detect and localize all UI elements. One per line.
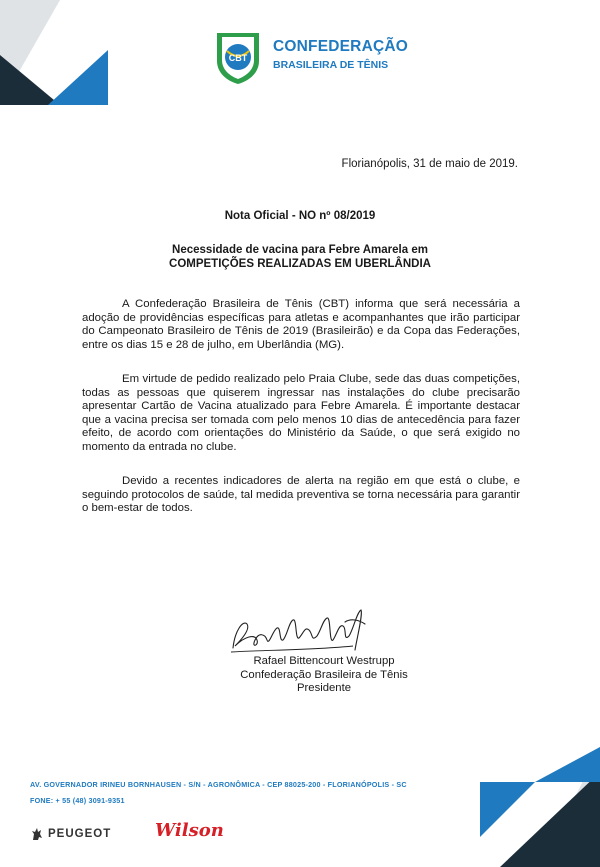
subject-line1: Necessidade de vacina para Febre Amarela em (172, 244, 428, 256)
handwritten-signature (225, 600, 375, 662)
sponsor-wilson: Wilson (155, 820, 224, 841)
peugeot-label: PEUGEOT (48, 828, 112, 840)
org-name-line2: BRASILEIRA DE TÊNIS (273, 59, 389, 71)
subject-line2: COMPETIÇÕES REALIZADAS EM UBERLÂNDIA (169, 257, 431, 270)
cbt-logo (213, 31, 413, 87)
footer-address: AV. GOVERNADOR IRINEU BORNHAUSEN - S/N - AGRONÔMICA - CEP 88025-200 - FLORIANÓPOLIS - SC (30, 780, 407, 789)
svg-text:CBT: CBT (228, 53, 248, 63)
place-date: Florianópolis, 31 de maio de 2019. (341, 158, 518, 170)
sponsor-peugeot (30, 826, 111, 842)
signer-role: Presidente (296, 682, 351, 695)
signer-block (0, 655, 600, 696)
nota-title: Nota Oficial - NO nº 08/2019 (224, 210, 376, 222)
signer-organization: Confederação Brasileira de Tênis (240, 668, 408, 681)
peugeot-lion-icon (30, 826, 44, 842)
footer-corner-decoration (480, 747, 600, 867)
subject (0, 244, 600, 271)
paragraph-1: A Confederação Brasileira de Tênis (CBT) informa que será necessária a adoção de providências específicas para atletas e acompanhantes que irão participar do Campeonato Brasileiro de Tênis de 2019 (Brasileirão) e da Copa das Federações, entre os dias 15 e 28 de julho, em Uberlândia (MG). (82, 298, 520, 351)
header-corner-decoration (0, 0, 120, 105)
cbt-shield-icon (213, 31, 263, 85)
signer-name: Rafael Bittencourt Westrupp (253, 655, 395, 667)
org-name-line1: CONFEDERAÇÃO (273, 38, 409, 55)
footer-phone: FONE: + 55 (48) 3091-9351 (30, 796, 125, 805)
paragraph-3: Devido a recentes indicadores de alerta na região em que está o clube, e seguindo protocolos de saúde, tal medida preventiva se torna necessária para garantir o bem-estar de todos. (82, 475, 520, 515)
paragraph-2: Em virtude de pedido realizado pelo Praia Clube, sede das duas competições, todas as pessoas que quiserem ingressar nas instalações do clube precisarão apresentar Cartão de Vacina atualizado para Febre Amarela. É importante destacar que a vacina precisa ser tomada com pelo menos 10 dias de antecedência para fazer efeito, de acordo com orientações do Ministério da Saúde, o que será exigido no momento da entrada no clube. (82, 373, 520, 453)
